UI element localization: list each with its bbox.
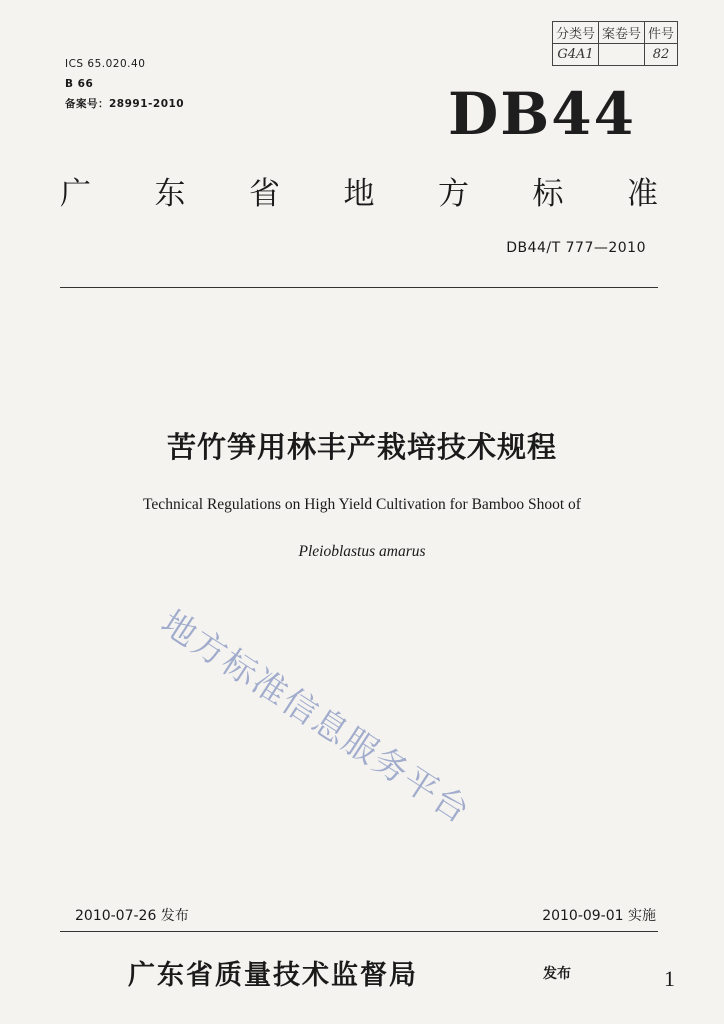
release-date: 2010-07-26 发布 (75, 908, 189, 924)
standard-type-title (60, 168, 658, 213)
standard-type-char: 省 (249, 176, 280, 212)
archive-stamp-header-file: 案卷号 (599, 22, 645, 44)
english-title: Technical Regulations on High Yield Cultivation for Bamboo Shoot of (143, 496, 581, 513)
english-title-species: Pleioblastus amarus (298, 543, 426, 560)
top-divider (60, 287, 658, 288)
standard-type-char: 准 (627, 176, 658, 212)
standard-type-char: 地 (343, 176, 375, 212)
standard-number: DB44/T 777—2010 (506, 240, 646, 256)
issuing-authority: 广东省质量技术监督局 (128, 960, 418, 991)
archive-stamp-value-category: G4A1 (553, 44, 599, 66)
standard-code-logo: DB44 (447, 80, 636, 148)
archive-stamp (552, 21, 678, 66)
ccs-code: B 66 (65, 78, 94, 90)
standard-type-char: 方 (438, 176, 469, 212)
standard-type-char: 东 (154, 176, 186, 212)
archive-stamp-value-file (599, 44, 645, 66)
archive-stamp-header-category: 分类号 (553, 22, 599, 44)
bottom-divider (60, 931, 658, 932)
page-number: 1 (664, 966, 675, 991)
archive-stamp-value-row (553, 44, 678, 66)
issued-label: 发布 (543, 966, 571, 982)
archive-stamp-header-row (553, 22, 678, 44)
archive-stamp-header-item: 件号 (645, 22, 678, 44)
archive-stamp-value-item: 82 (645, 44, 678, 66)
standard-type-char: 标 (532, 176, 564, 212)
platform-watermark: 地方标准信息服务平台 (153, 602, 478, 833)
ics-code: ICS 65.020.40 (65, 58, 146, 70)
implementation-date: 2010-09-01 实施 (542, 908, 656, 924)
standard-type-char: 广 (60, 176, 91, 212)
chinese-title: 苦竹笋用林丰产栽培技术规程 (166, 430, 557, 464)
record-number: 备案号：28991-2010 (65, 98, 185, 110)
